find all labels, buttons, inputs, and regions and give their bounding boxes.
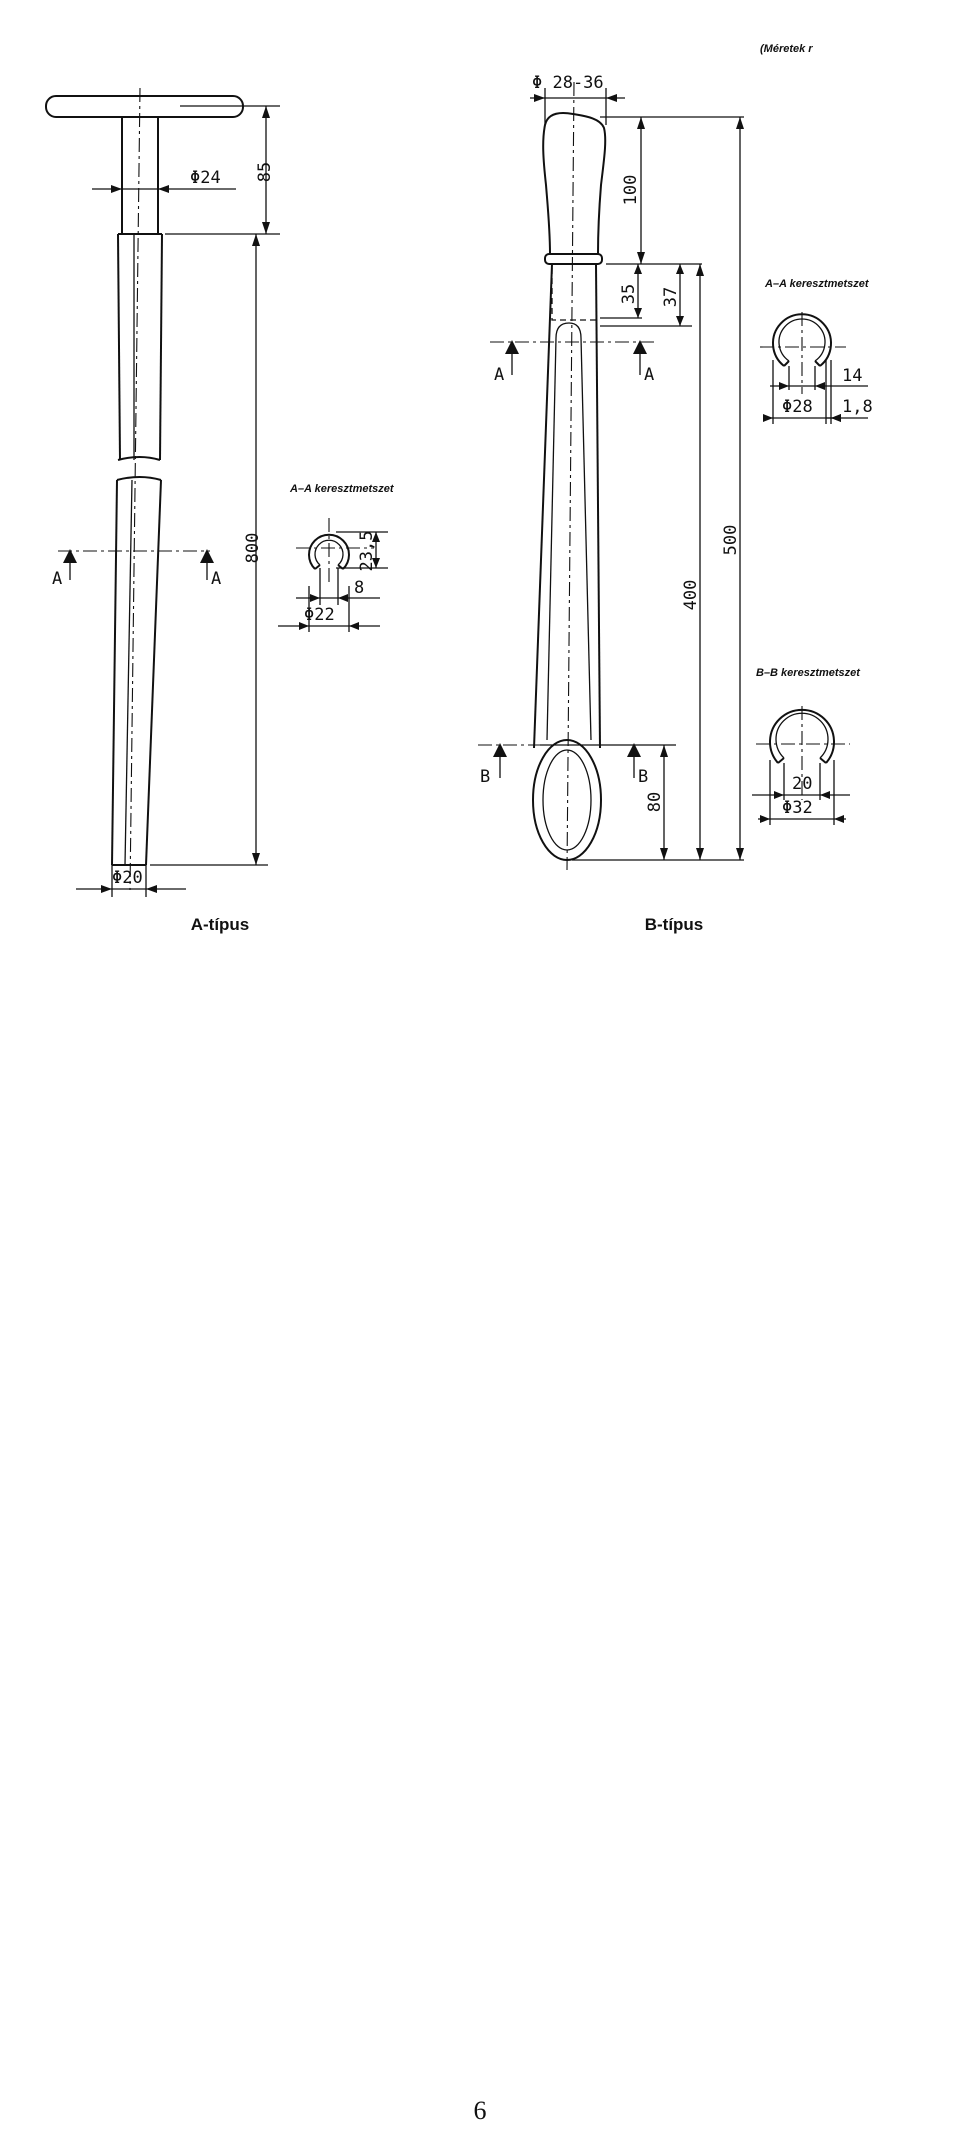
type-b-dim-35: 35 bbox=[619, 283, 639, 305]
type-a-section-diameter: Φ22 bbox=[304, 605, 335, 625]
type-b-section-a bbox=[760, 278, 873, 424]
type-a-handle-diameter: Φ24 bbox=[190, 168, 221, 188]
dimension-note: (Méretek r bbox=[760, 43, 813, 55]
technical-drawing bbox=[0, 0, 960, 960]
type-a-cross-section bbox=[278, 483, 395, 632]
type-a-section-title: A–A keresztmetszet bbox=[290, 483, 394, 495]
type-b-section-mark-a-right: A bbox=[644, 365, 655, 385]
type-b-section-a-title: A–A keresztmetszet bbox=[765, 278, 869, 290]
type-b-handle-diameter: Φ 28-36 bbox=[532, 73, 604, 93]
type-b-caption: B-típus bbox=[644, 915, 704, 934]
type-a-section-height: 23,5 bbox=[357, 530, 377, 572]
type-b-section-a-diameter: Φ28 bbox=[782, 397, 813, 417]
type-b-section-b-dim-20: 20 bbox=[792, 774, 813, 794]
page-number: 6 bbox=[473, 2096, 487, 2125]
type-b-section-mark-a-left: A bbox=[494, 365, 505, 385]
type-a-section-mark-left: A bbox=[52, 569, 63, 589]
type-a-section-gap: 8 bbox=[354, 578, 365, 598]
type-b-dim-400: 400 bbox=[681, 579, 701, 611]
type-b-dim-37: 37 bbox=[661, 286, 681, 308]
type-a-section-mark-right: A bbox=[211, 569, 222, 589]
type-b-section-mark-b-right: B bbox=[638, 767, 649, 787]
type-b-dim-500: 500 bbox=[721, 524, 741, 556]
type-a-handle-length: 85 bbox=[255, 161, 275, 183]
type-b-dim-80: 80 bbox=[645, 791, 665, 813]
type-b-drawing bbox=[478, 73, 744, 870]
type-b-section-mark-b-left: B bbox=[480, 767, 491, 787]
type-b-section-b bbox=[752, 667, 861, 825]
type-a-drawing bbox=[46, 88, 280, 897]
type-b-section-a-thickness: 1,8 bbox=[842, 397, 873, 417]
type-a-caption: A-típus bbox=[190, 915, 250, 934]
type-b-section-a-dim-14: 14 bbox=[842, 366, 863, 386]
type-b-handle-length: 100 bbox=[621, 174, 641, 206]
type-a-tip-diameter: Φ20 bbox=[112, 868, 143, 888]
type-b-handle bbox=[543, 113, 605, 254]
type-b-section-b-title: B–B keresztmetszet bbox=[756, 667, 860, 679]
type-b-section-b-diameter: Φ32 bbox=[782, 798, 813, 818]
type-a-total-length: 800 bbox=[243, 532, 263, 564]
